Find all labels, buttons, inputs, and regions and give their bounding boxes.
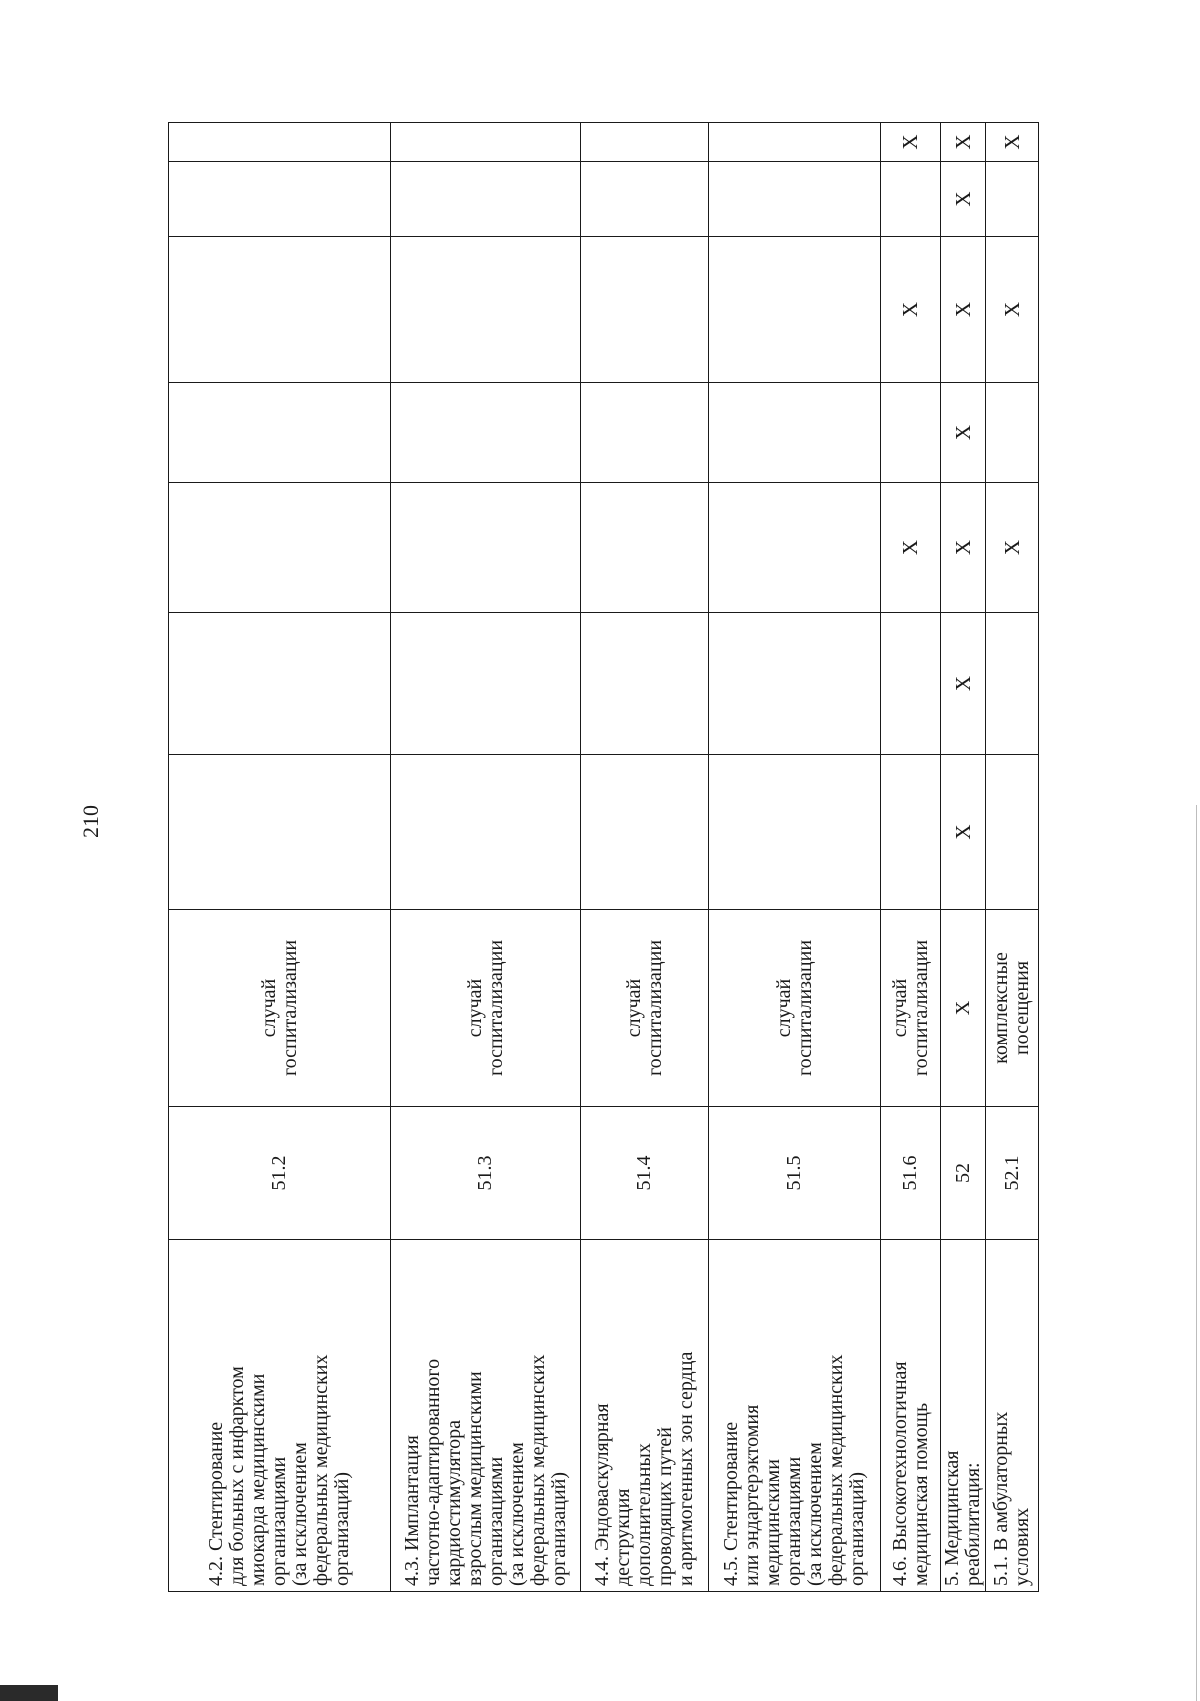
row-name-line: проводящих путей — [654, 1427, 676, 1586]
value-cell — [581, 483, 709, 613]
value-cell — [169, 755, 391, 910]
row-name-line: 4.4. Эндоваскулярная — [591, 1403, 613, 1586]
page-number: 210 — [78, 805, 103, 838]
value-cell — [581, 237, 709, 383]
row-name-line: 5. Медицинская — [941, 1450, 963, 1586]
value-cell — [581, 123, 709, 162]
value-cell — [169, 483, 391, 613]
scan-edge-line — [1196, 805, 1197, 1701]
row-name-line: организациями — [268, 1456, 290, 1586]
row-name-line: 4.2. Стентирование — [205, 1421, 227, 1586]
table-row — [881, 123, 941, 1592]
value-cell — [581, 162, 709, 237]
row-number: 51.4 — [581, 1107, 709, 1240]
value-cell — [941, 755, 986, 910]
not-applicable-mark: X — [950, 675, 975, 692]
value-cell — [941, 162, 986, 237]
value-cell — [941, 237, 986, 383]
value-cell — [709, 483, 881, 613]
not-applicable-mark: X — [898, 134, 923, 150]
table-row — [941, 123, 986, 1592]
value-cell — [881, 483, 941, 613]
row-name-line: 4.5. Стентирование — [720, 1421, 742, 1586]
row-name-line: частотно-адаптированного — [421, 1358, 444, 1586]
row-name-line: организаций) — [846, 1471, 868, 1586]
row-name-line: организаций) — [547, 1471, 570, 1586]
value-cell — [986, 162, 1039, 237]
not-applicable-mark: X — [950, 301, 975, 318]
value-cell — [581, 383, 709, 483]
not-applicable-mark: X — [999, 539, 1024, 556]
value-cell — [881, 755, 941, 910]
row-unit-line: госпитализации — [643, 939, 666, 1077]
row-name-line: федеральных медицинских — [310, 1354, 332, 1586]
row-name-line: или эндартерэктомия — [741, 1404, 763, 1586]
row-name-line: организациями — [484, 1456, 507, 1586]
row-name-line: организаций) — [331, 1471, 353, 1586]
value-cell — [881, 613, 941, 755]
row-unit-line: госпитализации — [484, 939, 507, 1077]
row-name-line: дополнительных — [633, 1443, 655, 1586]
value-cell — [986, 613, 1039, 755]
row-unit — [581, 910, 709, 1107]
value-cell — [709, 237, 881, 383]
table-row — [709, 123, 881, 1592]
row-unit-line: госпитализации — [278, 939, 301, 1077]
value-cell — [881, 123, 941, 162]
row-name-line: (за исключением — [289, 1442, 311, 1586]
value-cell — [169, 613, 391, 755]
value-cell — [986, 237, 1039, 383]
row-unit-line: случай — [888, 978, 911, 1038]
row-name-line: (за исключением — [804, 1442, 826, 1586]
value-cell — [709, 162, 881, 237]
value-cell — [169, 237, 391, 383]
row-number: 51.5 — [709, 1107, 881, 1240]
not-applicable-mark: X — [999, 301, 1024, 318]
row-name — [581, 1240, 709, 1592]
row-name — [881, 1240, 941, 1592]
value-cell — [709, 755, 881, 910]
value-cell — [391, 613, 581, 755]
row-unit-line: случай — [622, 978, 645, 1038]
row-name-line: деструкция — [612, 1488, 634, 1586]
value-cell — [169, 123, 391, 162]
row-number: 52 — [941, 1107, 986, 1240]
row-name — [941, 1240, 986, 1592]
row-number: 51.3 — [391, 1107, 581, 1240]
row-unit-line: госпитализации — [909, 939, 932, 1077]
row-number: 51.2 — [169, 1107, 391, 1240]
value-cell — [881, 162, 941, 237]
value-cell — [391, 483, 581, 613]
value-cell — [709, 123, 881, 162]
not-applicable-mark: X — [950, 424, 975, 441]
scan-mark — [0, 1685, 58, 1701]
value-cell — [169, 383, 391, 483]
row-name-line: 4.3. Имплантация — [400, 1435, 423, 1586]
row-unit — [941, 910, 986, 1107]
value-cell — [986, 383, 1039, 483]
row-name-line: миокарда медицинскими — [247, 1373, 269, 1586]
row-unit — [391, 910, 581, 1107]
row-name-line: (за исключением — [505, 1442, 528, 1586]
row-unit-line: комплексные — [990, 952, 1012, 1064]
data-table — [168, 122, 1039, 1592]
row-name — [169, 1240, 391, 1592]
row-name-line: федеральных медицинских — [526, 1354, 549, 1586]
row-name-line: медицинская помощь — [909, 1402, 932, 1586]
row-name-line: реабилитация: — [962, 1462, 984, 1586]
row-number: 52.1 — [986, 1107, 1039, 1240]
row-unit-line: X — [951, 1000, 974, 1016]
row-unit — [881, 910, 941, 1107]
not-applicable-mark: X — [898, 539, 923, 556]
value-cell — [941, 383, 986, 483]
row-unit-line: случай — [257, 978, 280, 1038]
row-name-line: для больных с инфарктом — [226, 1366, 248, 1586]
table-row — [391, 123, 581, 1592]
row-unit — [709, 910, 881, 1107]
row-name-line: и аритмогенных зон сердца — [675, 1351, 697, 1586]
row-name-line: условиях — [1011, 1507, 1033, 1586]
row-name — [709, 1240, 881, 1592]
row-number: 51.6 — [881, 1107, 941, 1240]
row-name-line: организациями — [783, 1456, 805, 1586]
row-name-line: 4.6. Высокотехнологичная — [888, 1361, 911, 1586]
value-cell — [986, 483, 1039, 613]
row-unit — [169, 910, 391, 1107]
row-unit-line: случай — [463, 978, 486, 1038]
value-cell — [391, 123, 581, 162]
row-name-line: кардиостимулятора — [442, 1419, 465, 1586]
value-cell — [986, 123, 1039, 162]
not-applicable-mark: X — [999, 134, 1024, 150]
row-unit-line: посещения — [1011, 960, 1033, 1056]
value-cell — [581, 755, 709, 910]
table-container — [168, 122, 1038, 1592]
value-cell — [391, 162, 581, 237]
row-name-line: медицинскими — [762, 1459, 784, 1586]
value-cell — [941, 613, 986, 755]
value-cell — [391, 755, 581, 910]
value-cell — [941, 123, 986, 162]
value-cell — [391, 383, 581, 483]
row-name-line: взрослым медицинскими — [463, 1371, 486, 1586]
table-row — [581, 123, 709, 1592]
value-cell — [169, 162, 391, 237]
value-cell — [391, 237, 581, 383]
table-row — [169, 123, 391, 1592]
value-cell — [986, 755, 1039, 910]
not-applicable-mark: X — [898, 301, 923, 318]
not-applicable-mark: X — [950, 191, 975, 207]
row-name — [391, 1240, 581, 1592]
row-unit-line: случай — [772, 978, 795, 1038]
row-name-line: федеральных медицинских — [825, 1354, 847, 1586]
row-name-line: 5.1. В амбулаторных — [990, 1411, 1012, 1586]
not-applicable-mark: X — [950, 824, 975, 840]
value-cell — [581, 613, 709, 755]
value-cell — [709, 383, 881, 483]
value-cell — [709, 613, 881, 755]
row-name — [986, 1240, 1039, 1592]
table-row — [986, 123, 1039, 1592]
value-cell — [941, 483, 986, 613]
value-cell — [881, 237, 941, 383]
not-applicable-mark: X — [950, 539, 975, 556]
row-unit — [986, 910, 1039, 1107]
value-cell — [881, 383, 941, 483]
not-applicable-mark: X — [950, 134, 975, 150]
table-body — [169, 123, 1039, 1592]
row-unit-line: госпитализации — [793, 939, 816, 1077]
